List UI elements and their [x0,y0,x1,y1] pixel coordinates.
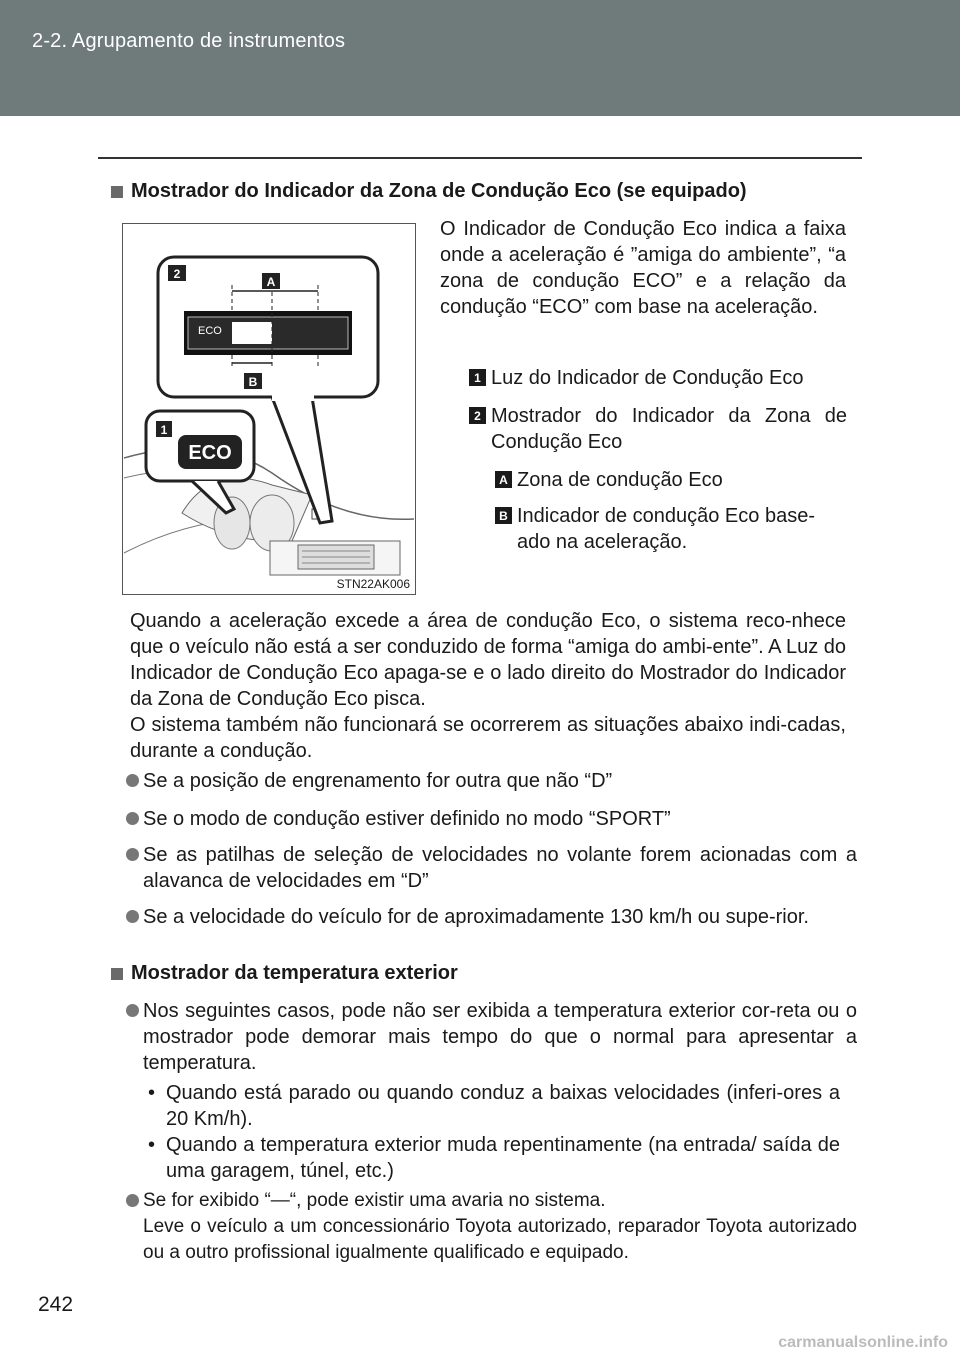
square-bullet-icon [111,968,123,980]
page-number: 242 [38,1293,74,1316]
legend-text-a: Zona de condução Eco [517,469,723,491]
callout-a: A [266,275,276,289]
eco-indicator-illustration [122,223,416,595]
header-bar [0,0,960,116]
eco-lamp-label: ECO [188,442,232,464]
bullet-dot-icon [126,774,139,787]
legend-item-1 [469,365,849,391]
eco-bullet-4: Se a velocidade do veículo for de aproximadamente 130 km/h ou supe-rior. [126,904,857,930]
temp-sub-item-1: • Quando está parado ou quando conduz a baixas velocidades (inferi-ores a 20 Km/h). [148,1082,840,1130]
callout-1: 1 [160,423,168,437]
bullet-dot-icon [126,1194,139,1207]
legend-text-b: Indicador de condução Eco base-ado na aceleração. [517,505,815,553]
bullet-dot-icon [126,1004,139,1017]
callout-2: 2 [173,267,181,281]
eco-bullet-2: Se o modo de condução estiver definido no modo “SPORT” [126,806,857,832]
display-eco-label: ECO [198,325,222,337]
eco-heading [111,180,747,203]
eco-heading-text: Mostrador do Indicador da Zona de Condução Eco (se equipado) [131,180,747,202]
eco-body-1: Quando a aceleração excede a área de condução Eco, o sistema reco-nhece que o veículo não está a ser conduzido de forma “amiga do ambi-ente”. A Luz do Indicador de Condução Eco apaga-se e o lado direito do Mostrador do Indicador da Zona de Condução Eco pisca. [130,610,846,710]
legend-text-1: Luz do Indicador de Condução Eco [491,367,804,389]
square-bullet-icon [111,186,123,198]
legend-item-b [495,503,847,555]
legend-item-2 [469,403,847,455]
temp-heading [111,962,458,985]
legend-tag-1: 1 [469,369,486,386]
eco-intro: O Indicador de Condução Eco indica a faixa onde a aceleração é ”amiga do ambiente”, “a zona de condução ECO” e a relação da condução “ECO” com base na aceleração. [440,218,846,318]
temp-bullet-2: Se for exibido “—“, pode existir uma avaria no sistema. Leve o veículo a um concessionário Toyota autorizado, reparador Toyota autorizado ou a outro profissional igualmente qualificado e equipado. [126,1188,857,1266]
legend-item-a [495,467,849,493]
bullet-dot-icon [126,812,139,825]
bullet-dot-icon [126,910,139,923]
temp-sub-item-2: • Quando a temperatura exterior muda repentinamente (na entrada/ saída de uma garagem, túnel, etc.) [148,1134,840,1182]
temp-bullet-1: Nos seguintes casos, pode não ser exibida a temperatura exterior cor-reta ou o mostrador pode demorar mais tempo do que o normal para apresentar a temperatura. [126,998,857,1076]
legend-text-2: Mostrador do Indicador da Zona de Condução Eco [491,405,847,453]
illustration-caption: STN22AK006 [336,577,410,591]
dashboard-drawing [122,223,416,595]
temp-heading-text: Mostrador da temperatura exterior [131,962,458,984]
legend-tag-2: 2 [469,407,486,424]
eco-body-2: O sistema também não funcionará se ocorrerem as situações abaixo indi-cadas, durante a condução. [130,714,846,762]
bullet-dot-icon [126,848,139,861]
watermark: carmanualsonline.info [778,1334,948,1351]
callout-b: B [248,375,258,389]
divider [98,157,862,159]
eco-bullet-1: Se a posição de engrenamento for outra que não “D” [126,768,857,794]
section-title: 2-2. Agrupamento de instrumentos [32,30,346,52]
legend-tag-b: B [495,507,512,524]
eco-bullet-3: Se as patilhas de seleção de velocidades no volante forem acionadas com a alavanca de velocidades em “D” [126,842,857,894]
legend-tag-a: A [495,471,512,488]
